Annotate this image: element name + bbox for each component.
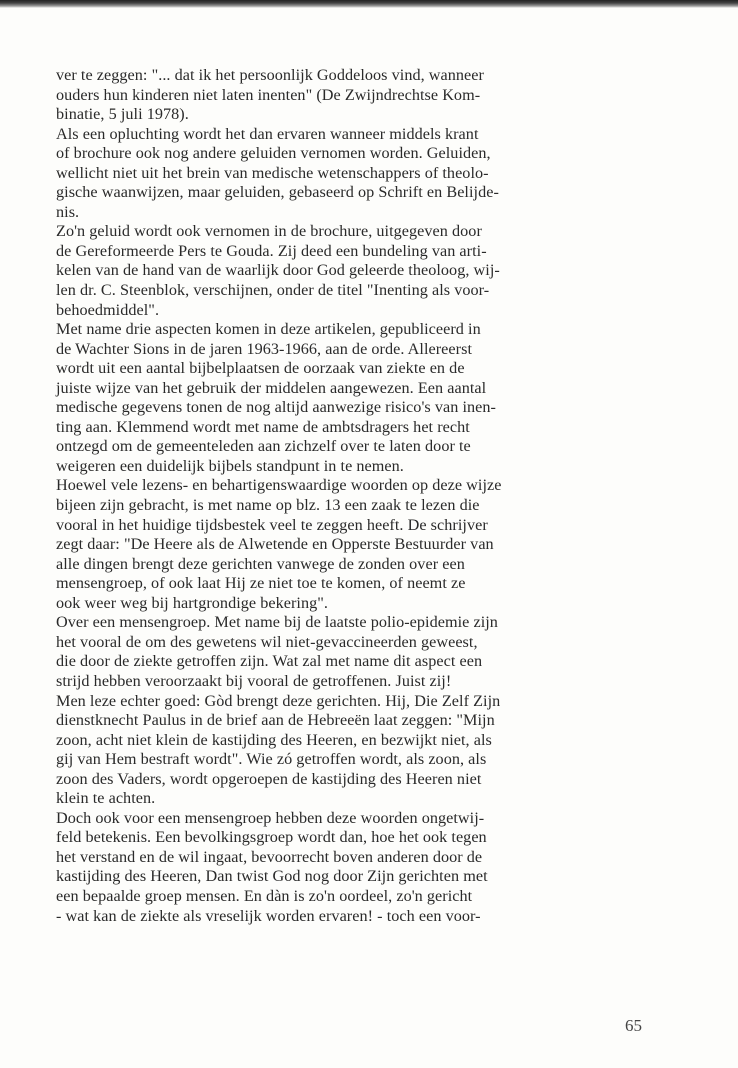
text-line: medische gegevens tonen de nog altijd aanwezige risico's van inen- bbox=[56, 398, 496, 417]
text-line: ontzegd om de gemeenteleden aan zichzelf over te laten door te bbox=[56, 437, 471, 456]
text-line: binatie, 5 juli 1978). bbox=[56, 105, 189, 124]
text-line: len dr. C. Steenblok, verschijnen, onder de titel "Inenting als voor- bbox=[56, 281, 490, 300]
text-line: bijeen zijn gebracht, is met name op blz. 13 een zaak te lezen die bbox=[56, 496, 480, 515]
text-line: gische waanwijzen, maar geluiden, gebaseerd op Schrift en Belijde- bbox=[56, 183, 499, 202]
top-border-rule bbox=[0, 0, 738, 8]
text-line: feld betekenis. Een bevolkingsgroep wordt dan, hoe het ook tegen bbox=[56, 828, 487, 847]
text-line: ver te zeggen: "... dat ik het persoonlijk Goddeloos vind, wanneer bbox=[56, 66, 484, 84]
text-line: die door de ziekte getroffen zijn. Wat zal met name dit aspect een bbox=[56, 652, 483, 671]
text-line: strijd hebben veroorzaakt bij vooral de getroffenen. Juist zij! bbox=[56, 671, 452, 690]
text-line: weigeren een duidelijk bijbels standpunt in te nemen. bbox=[56, 456, 404, 475]
text-line: Als een opluchting wordt het dan ervaren wanneer middels krant bbox=[56, 124, 479, 143]
text-line: het verstand en de wil ingaat, bevoorrecht boven anderen door de bbox=[56, 847, 483, 866]
text-line: kelen van de hand van de waarlijk door God geleerde theoloog, wij- bbox=[56, 261, 500, 280]
text-line: ting aan. Klemmend wordt met name de ambtsdragers het recht bbox=[56, 417, 470, 436]
text-line: Over een mensengroep. Met name bij de laatste polio-epidemie zijn bbox=[56, 613, 498, 632]
text-line: gij van Hem bestraft wordt". Wie zó getroffen wordt, als zoon, als bbox=[56, 750, 487, 769]
text-line: Hoewel vele lezens- en behartigenswaardige woorden op deze wijze bbox=[56, 476, 502, 495]
text-line: zoon, acht niet klein de kastijding des Heeren, en bezwijkt niet, als bbox=[56, 730, 492, 749]
text-line: Zo'n geluid wordt ook vernomen in de brochure, uitgegeven door bbox=[56, 222, 482, 241]
text-line: - wat kan de ziekte als vreselijk worden ervaren! - toch een voor- bbox=[56, 906, 481, 925]
text-line: een bepaalde groep mensen. En dàn is zo'n oordeel, zo'n gericht bbox=[56, 886, 473, 905]
text-line: zoon des Vaders, wordt opgeroepen de kastijding des Heeren niet bbox=[56, 769, 482, 788]
text-line: Met name drie aspecten komen in deze artikelen, gepubliceerd in bbox=[56, 320, 481, 339]
text-line: behoedmiddel". bbox=[56, 300, 160, 319]
text-line: Men leze echter goed: Gòd brengt deze gerichten. Hij, Die Zelf Zijn bbox=[56, 691, 501, 710]
text-line: wordt uit een aantal bijbelplaatsen de oorzaak van ziekte en de bbox=[56, 359, 465, 378]
body-text bbox=[56, 66, 656, 926]
text-line: de Wachter Sions in de jaren 1963-1966, aan de orde. Allereerst bbox=[56, 339, 472, 358]
text-line: de Gereformeerde Pers te Gouda. Zij deed een bundeling van arti- bbox=[56, 241, 487, 260]
page-number: 65 bbox=[625, 1016, 642, 1035]
text-line: wellicht niet uit het brein van medische wetenschappers of theolo- bbox=[56, 163, 489, 182]
text-line: klein te achten. bbox=[56, 789, 156, 808]
text-line: of brochure ook nog andere geluiden vernomen worden. Geluiden, bbox=[56, 144, 491, 163]
text-line: mensengroep, of ook laat Hij ze niet toe te komen, of neemt ze bbox=[56, 574, 466, 593]
text-line: vooral in het huidige tijdsbestek veel te zeggen heeft. De schrijver bbox=[56, 515, 488, 534]
text-line: Doch ook voor een mensengroep hebben deze woorden ongetwij- bbox=[56, 808, 485, 827]
text-line: nis. bbox=[56, 202, 80, 221]
text-line: alle dingen brengt deze gerichten vanwege de zonden over een bbox=[56, 554, 465, 573]
text-line: ook weer weg bij hartgrondige bekering". bbox=[56, 593, 329, 612]
text-line: kastijding des Heeren, Dan twist God nog door Zijn gerichten met bbox=[56, 867, 488, 886]
text-line: het vooral de om des gewetens wil niet-gevaccineerden geweest, bbox=[56, 632, 478, 651]
text-line: zegt daar: "De Heere als de Alwetende en Opperste Bestuurder van bbox=[56, 535, 494, 554]
text-line: ouders hun kinderen niet laten inenten" (De Zwijndrechtse Kom- bbox=[56, 85, 481, 104]
text-line: dienstknecht Paulus in de brief aan de Hebreeën laat zeggen: "Mijn bbox=[56, 711, 495, 730]
text-line: juiste wijze van het gebruik der middelen aangewezen. Een aantal bbox=[56, 378, 487, 397]
